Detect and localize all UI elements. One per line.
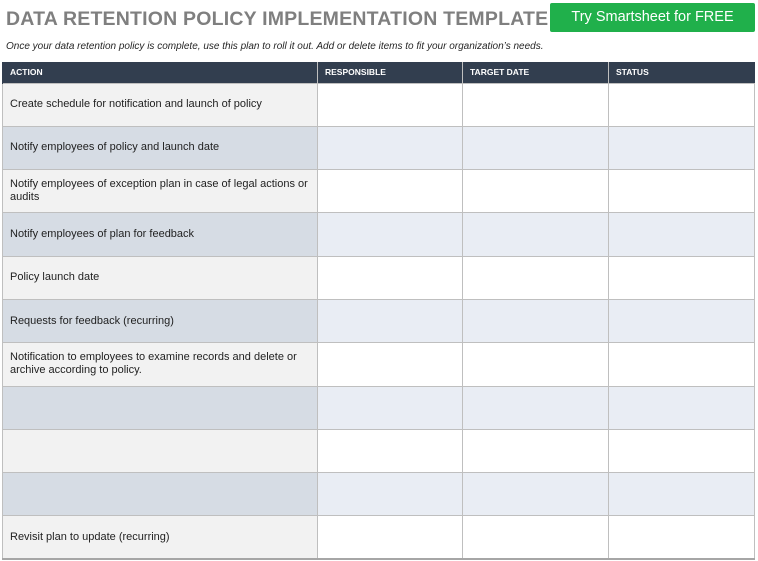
column-header-target-date: TARGET DATE xyxy=(463,62,609,83)
column-header-action: ACTION xyxy=(3,62,318,83)
responsible-cell[interactable] xyxy=(318,516,463,559)
status-cell[interactable] xyxy=(609,386,755,429)
target-date-cell[interactable] xyxy=(463,126,609,169)
status-cell[interactable] xyxy=(609,516,755,559)
table-row xyxy=(3,386,755,429)
table-header-row xyxy=(3,62,755,83)
responsible-cell[interactable] xyxy=(318,256,463,299)
target-date-cell[interactable] xyxy=(463,516,609,559)
action-cell[interactable] xyxy=(3,386,318,429)
target-date-cell[interactable] xyxy=(463,213,609,256)
table-row xyxy=(3,256,755,299)
page-subtitle: Once your data retention policy is complete, use this plan to roll it out. Add or delete items to fit your organization’s needs. xyxy=(6,41,544,52)
action-cell[interactable]: Notify employees of policy and launch date xyxy=(3,126,318,169)
page-title: DATA RETENTION POLICY IMPLEMENTATION TEMPLATE xyxy=(6,8,549,30)
action-cell[interactable]: Notify employees of plan for feedback xyxy=(3,213,318,256)
action-cell[interactable]: Policy launch date xyxy=(3,256,318,299)
action-cell[interactable]: Revisit plan to update (recurring) xyxy=(3,516,318,559)
target-date-cell[interactable] xyxy=(463,343,609,386)
target-date-cell[interactable] xyxy=(463,256,609,299)
status-cell[interactable] xyxy=(609,429,755,472)
responsible-cell[interactable] xyxy=(318,213,463,256)
responsible-cell[interactable] xyxy=(318,386,463,429)
table-row xyxy=(3,126,755,169)
action-cell[interactable]: Notification to employees to examine records and delete or archive according to policy. xyxy=(3,343,318,386)
table-row xyxy=(3,473,755,516)
action-cell[interactable] xyxy=(3,429,318,472)
responsible-cell[interactable] xyxy=(318,343,463,386)
status-cell[interactable] xyxy=(609,83,755,126)
column-header-status: STATUS xyxy=(609,62,755,83)
status-cell[interactable] xyxy=(609,343,755,386)
action-cell[interactable] xyxy=(3,473,318,516)
table-row xyxy=(3,343,755,386)
status-cell[interactable] xyxy=(609,256,755,299)
target-date-cell[interactable] xyxy=(463,299,609,342)
target-date-cell[interactable] xyxy=(463,83,609,126)
action-cell[interactable]: Requests for feedback (recurring) xyxy=(3,299,318,342)
target-date-cell[interactable] xyxy=(463,429,609,472)
target-date-cell[interactable] xyxy=(463,473,609,516)
status-cell[interactable] xyxy=(609,170,755,213)
target-date-cell[interactable] xyxy=(463,386,609,429)
table-row xyxy=(3,516,755,559)
responsible-cell[interactable] xyxy=(318,299,463,342)
responsible-cell[interactable] xyxy=(318,170,463,213)
table-row xyxy=(3,213,755,256)
implementation-table xyxy=(2,62,755,560)
column-header-responsible: RESPONSIBLE xyxy=(318,62,463,83)
target-date-cell[interactable] xyxy=(463,170,609,213)
status-cell[interactable] xyxy=(609,299,755,342)
responsible-cell[interactable] xyxy=(318,429,463,472)
table-body xyxy=(3,83,755,559)
table-row xyxy=(3,299,755,342)
status-cell[interactable] xyxy=(609,213,755,256)
status-cell[interactable] xyxy=(609,126,755,169)
responsible-cell[interactable] xyxy=(318,473,463,516)
table-row xyxy=(3,83,755,126)
responsible-cell[interactable] xyxy=(318,126,463,169)
try-smartsheet-button[interactable]: Try Smartsheet for FREE xyxy=(550,3,755,32)
table-row xyxy=(3,429,755,472)
action-cell[interactable]: Notify employees of exception plan in case of legal actions or audits xyxy=(3,170,318,213)
table-row xyxy=(3,170,755,213)
responsible-cell[interactable] xyxy=(318,83,463,126)
status-cell[interactable] xyxy=(609,473,755,516)
action-cell[interactable]: Create schedule for notification and launch of policy xyxy=(3,83,318,126)
